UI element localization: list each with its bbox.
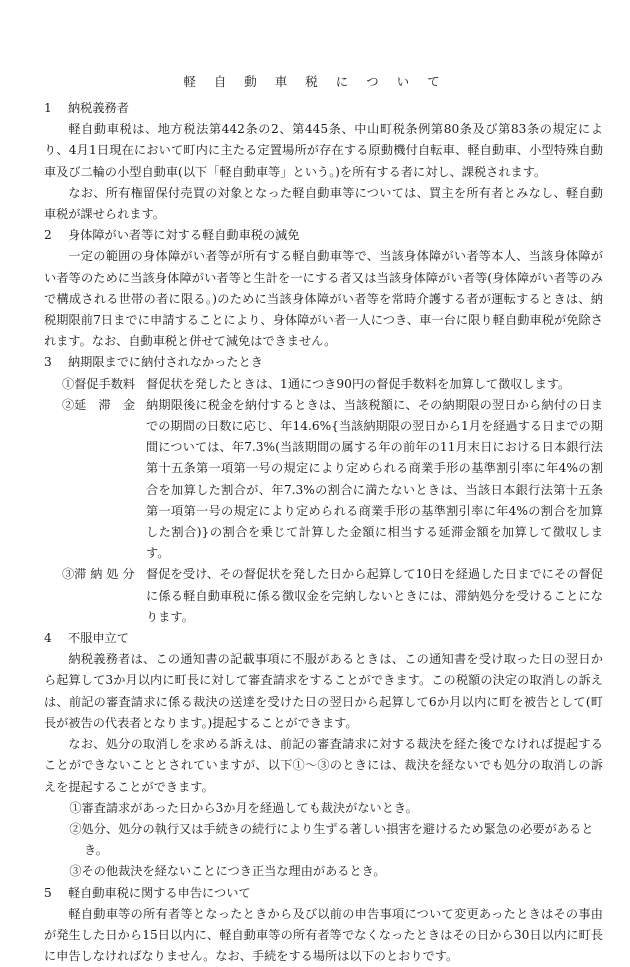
definition-label: ③滞 納 処 分: [62, 567, 135, 582]
section-title: 納期限までに納付されなかったとき: [68, 355, 263, 370]
section-5: [44, 883, 603, 967]
list-item: ②処分、処分の執行又は手続きの続行により生ずる著しい損害を避けるため緊急の必要があるとき。: [69, 821, 594, 858]
section-number: 3: [44, 355, 52, 370]
definition-text: 督促状を発したときは、1通につき90円の督促手数料を加算して徴収します。: [146, 376, 571, 391]
section-title: 不服申立て: [68, 631, 129, 646]
section-number: 2: [44, 228, 52, 243]
section-number: 5: [44, 885, 52, 900]
section-title: 身体障がい者等に対する軽自動車税の減免: [68, 228, 300, 243]
section-3: [44, 352, 603, 628]
definition-text: 納期限後に税金を納付するときは、当該税額に、その納期限の翌日から納付の日までの期間の日数に応じ、年14.6%{当該納期限の翌日から1月を経過する日までの期間については、年7.3%(当該期間の属する年の前年の11月末日における日本銀行法第十五条第一項第一号の規定により定められる商業手形の基準割引率に年4%の割合を加算した割合が、年7.3%の割合に満たないときは、当該日本銀行法第十五条第一項第一号の規定により定められる商業手形の基準割引率に年4%の割合を加算した割合)}の割合を乗じて計算した金額に相当する延滞金額を加算して徴収します。: [146, 397, 603, 561]
section-heading: [44, 98, 603, 119]
document-body: [44, 98, 603, 967]
paragraph: 軽自動車等の所有者等となったときから及び以前の申告事項について変更あったときはその事由が発生した日から15日以内に、軽自動車等の所有者等でなくなったときはその日から30日以内に町長に申告しなければなりません。なお、手続をする場所は以下のとおりです。: [44, 906, 603, 964]
section-number: 4: [44, 631, 52, 646]
list-item: ③その他裁決を経ないことにつき正当な理由があるとき。: [69, 864, 386, 879]
list-item: ①審査請求があった日から3か月を経過しても裁決がないとき。: [69, 800, 418, 815]
definition-text: 督促を受け、その督促状を発した日から起算して10日を経過した日までにその督促に係る軽自動車税に係る徴収金を完納しないときには、滞納処分を受けることになります。: [146, 567, 603, 624]
section-title: 納税義務者: [68, 101, 129, 115]
section-heading: [44, 225, 603, 246]
section-2: [44, 225, 603, 352]
page-title: 軽 自 動 車 税 に つ い て: [183, 74, 447, 89]
section-number: 1: [44, 101, 52, 115]
paragraph: 納税義務者は、この通知書の記載事項に不服があるときは、この通知書を受け取った日の翌日から起算して3か月以内に町長に対して審査請求をすることができます。この税額の決定の取消しの訴えは、前記の審査請求に係る裁決の送達を受けた日の翌日から起算して6か月以内に町を被告として(町長が被告の代表者となります。)提起することができます。: [44, 652, 603, 730]
paragraph: なお、所有権留保付売買の対象となった軽自動車等については、買主を所有者とみなし、軽自動車税が課せられます。: [44, 185, 603, 222]
definition-row: [44, 395, 603, 565]
definition-label: ①督促手数料: [62, 376, 136, 391]
section-heading: [44, 352, 603, 373]
section-heading: [44, 628, 603, 649]
paragraph: 一定の範囲の身体障がい者等が所有する軽自動車等で、当該身体障がい者等本人、当該身体障がい者等のために当該身体障がい者等と生計を一にする者又は当該身体障がい者等(身体障がい者等のみで構成される世帯の者に限る。)のために当該身体障がい者等を常時介護する者が運転するときは、納税期限前7日までに申請することにより、身体障がい者一人につき、車一台に限り軽自動車税が免除されます。なお、自動車税と併せて減免はできません。: [44, 249, 603, 349]
section-1: [44, 98, 603, 225]
section-4: [44, 628, 603, 882]
section-heading: [44, 883, 603, 904]
paragraph: なお、処分の取消しを求める訴えは、前記の審査請求に対する裁決を経た後でなければ提起することができないこととされていますが、以下①～③のときには、裁決を経ないでも処分の取消しの訴えを提起することができます。: [44, 737, 603, 794]
definition-row: [44, 374, 603, 395]
paragraph: 軽自動車税は、地方税法第442条の2、第445条、中山町税条例第80条及び第83条の規定により、4月1日現在において町内に主たる定置場所が存在する原動機付自転車、軽自動車、小型特殊自動車及び二輪の小型自動車(以下「軽自動車等」という。)を所有する者に対し、課税されます。: [44, 122, 603, 179]
definition-label: ②延 滞 金: [62, 397, 136, 412]
definition-row: [44, 564, 603, 628]
section-title: 軽自動車税に関する申告について: [68, 885, 251, 900]
